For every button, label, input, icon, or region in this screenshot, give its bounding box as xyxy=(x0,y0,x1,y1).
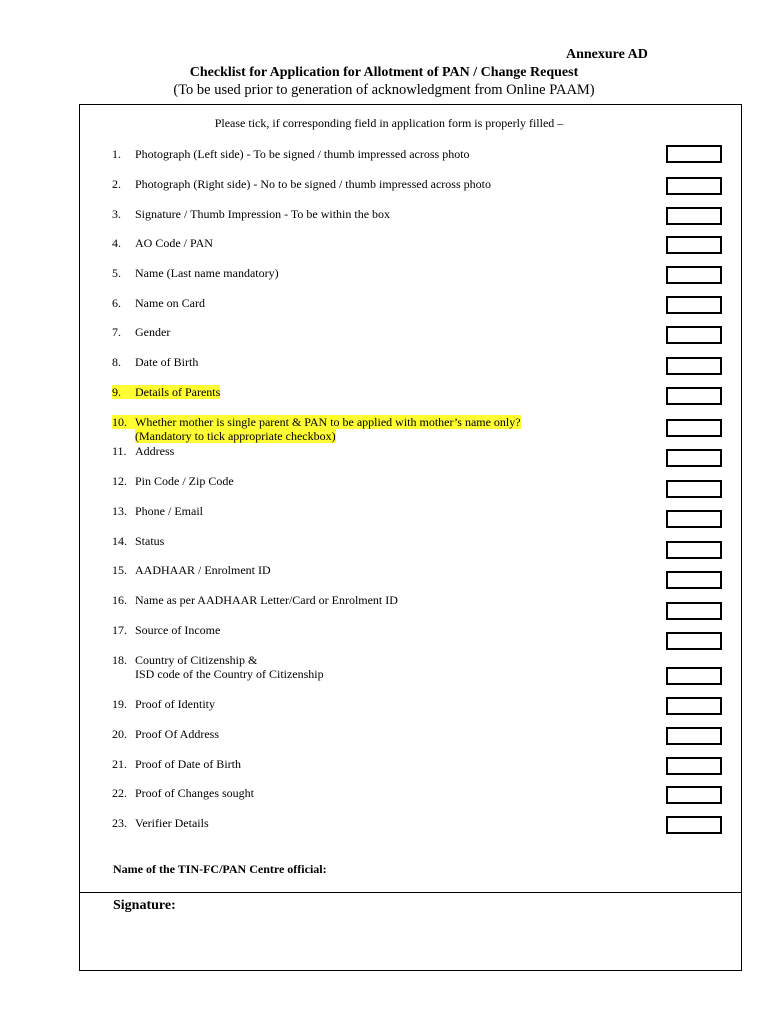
checklist-item xyxy=(112,653,324,681)
item-number: 10. xyxy=(112,415,135,429)
item-label: Name (Last name mandatory) xyxy=(135,266,279,280)
checklist-item xyxy=(112,727,219,741)
item-label: Proof of Changes sought xyxy=(135,786,254,800)
item-number: 1. xyxy=(112,147,121,161)
checkbox-item-2[interactable] xyxy=(666,177,722,195)
item-label: Proof of Identity xyxy=(135,697,215,711)
item-label: Photograph (Right side) - No to be signed / thumb impressed across photo xyxy=(135,177,491,191)
item-label: AO Code / PAN xyxy=(135,236,213,250)
checkbox-item-13[interactable] xyxy=(666,510,722,528)
item-number: 12. xyxy=(112,474,127,488)
checkbox-item-4[interactable] xyxy=(666,236,722,254)
item-sublabel: (Mandatory to tick appropriate checkbox) xyxy=(135,429,336,443)
item-label: Proof Of Address xyxy=(135,727,219,741)
checkbox-item-17[interactable] xyxy=(666,632,722,650)
checkbox-item-1[interactable] xyxy=(666,145,722,163)
checklist-item xyxy=(112,593,398,607)
checkbox-item-11[interactable] xyxy=(666,449,722,467)
checkbox-item-9[interactable] xyxy=(666,387,722,405)
checkbox-item-18[interactable] xyxy=(666,667,722,685)
checkbox-item-5[interactable] xyxy=(666,266,722,284)
item-label: Name on Card xyxy=(135,296,205,310)
checkbox-item-15[interactable] xyxy=(666,571,722,589)
checkbox-item-12[interactable] xyxy=(666,480,722,498)
item-number: 7. xyxy=(112,325,121,339)
checklist-item xyxy=(112,697,215,711)
item-label: Pin Code / Zip Code xyxy=(135,474,234,488)
checklist-item xyxy=(112,563,271,577)
item-sublabel: ISD code of the Country of Citizenship xyxy=(135,667,324,681)
checklist-item xyxy=(112,786,254,800)
checklist-item xyxy=(112,147,470,161)
checkbox-item-20[interactable] xyxy=(666,727,722,745)
checklist-item xyxy=(112,474,234,488)
checkbox-item-7[interactable] xyxy=(666,326,722,344)
checklist-item xyxy=(112,236,213,250)
checklist-item xyxy=(112,266,279,280)
item-label: AADHAAR / Enrolment ID xyxy=(135,563,271,577)
item-number: 15. xyxy=(112,563,127,577)
item-label: Whether mother is single parent & PAN to be applied with mother’s name only? xyxy=(135,415,521,429)
page-title: Checklist for Application for Allotment of PAN / Change Request xyxy=(189,65,579,80)
item-label: Verifier Details xyxy=(135,816,209,830)
checklist-item xyxy=(112,757,241,771)
item-number: 18. xyxy=(112,653,127,667)
checklist-item xyxy=(112,325,170,339)
item-number: 21. xyxy=(112,757,127,771)
checkbox-item-23[interactable] xyxy=(666,816,722,834)
checkbox-item-21[interactable] xyxy=(666,757,722,775)
item-number: 22. xyxy=(112,786,127,800)
item-number: 11. xyxy=(112,444,127,458)
checkbox-item-10[interactable] xyxy=(666,419,722,437)
item-number: 17. xyxy=(112,623,127,637)
item-label: Phone / Email xyxy=(135,504,203,518)
checklist-item xyxy=(112,623,220,637)
item-number: 19. xyxy=(112,697,127,711)
item-number: 16. xyxy=(112,593,127,607)
item-label: Status xyxy=(135,534,165,548)
checklist-item xyxy=(112,816,209,830)
checkbox-item-16[interactable] xyxy=(666,602,722,620)
item-label: Proof of Date of Birth xyxy=(135,757,241,771)
checklist-item xyxy=(112,296,205,310)
annexure-label: Annexure AD xyxy=(566,47,648,62)
item-number: 4. xyxy=(112,236,121,250)
instruction-text: Please tick, if corresponding field in application form is properly filled – xyxy=(214,116,564,130)
checkbox-item-19[interactable] xyxy=(666,697,722,715)
page-subtitle: (To be used prior to generation of acknowledgment from Online PAAM) xyxy=(173,82,595,98)
item-number: 13. xyxy=(112,504,127,518)
checklist-item xyxy=(112,207,390,221)
checklist-item xyxy=(112,444,174,458)
checklist-item xyxy=(112,534,164,548)
item-label: Source of Income xyxy=(135,623,221,637)
item-number: 23. xyxy=(112,816,127,830)
checklist-frame xyxy=(79,104,742,971)
item-label: Name as per AADHAAR Letter/Card or Enrolment ID xyxy=(135,593,398,607)
item-number: 2. xyxy=(112,177,121,191)
item-label: Signature / Thumb Impression - To be within the box xyxy=(135,207,391,221)
item-label: Gender xyxy=(135,325,171,339)
checklist-item xyxy=(112,415,521,443)
checkbox-item-3[interactable] xyxy=(666,207,722,225)
checkbox-item-14[interactable] xyxy=(666,541,722,559)
item-label: Date of Birth xyxy=(135,355,199,369)
item-label: Details of Parents xyxy=(135,385,221,399)
signature-divider xyxy=(79,892,742,893)
item-number: 3. xyxy=(112,207,121,221)
item-label: Photograph (Left side) - To be signed / thumb impressed across photo xyxy=(135,147,470,161)
item-label: Address xyxy=(135,444,175,458)
item-number: 20. xyxy=(112,727,127,741)
official-name-label: Name of the TIN-FC/PAN Centre official: xyxy=(113,862,327,876)
item-number: 9. xyxy=(112,385,121,399)
checkbox-item-8[interactable] xyxy=(666,357,722,375)
item-number: 14. xyxy=(112,534,127,548)
checklist-item xyxy=(112,355,198,369)
checklist-item xyxy=(112,177,491,191)
checklist-item xyxy=(112,504,203,518)
signature-label: Signature: xyxy=(113,898,176,913)
item-number: 6. xyxy=(112,296,121,310)
checkbox-item-6[interactable] xyxy=(666,296,722,314)
item-number: 5. xyxy=(112,266,121,280)
checkbox-item-22[interactable] xyxy=(666,786,722,804)
item-number: 8. xyxy=(112,355,121,369)
item-label: Country of Citizenship & xyxy=(135,653,258,667)
checklist-item xyxy=(112,385,220,399)
